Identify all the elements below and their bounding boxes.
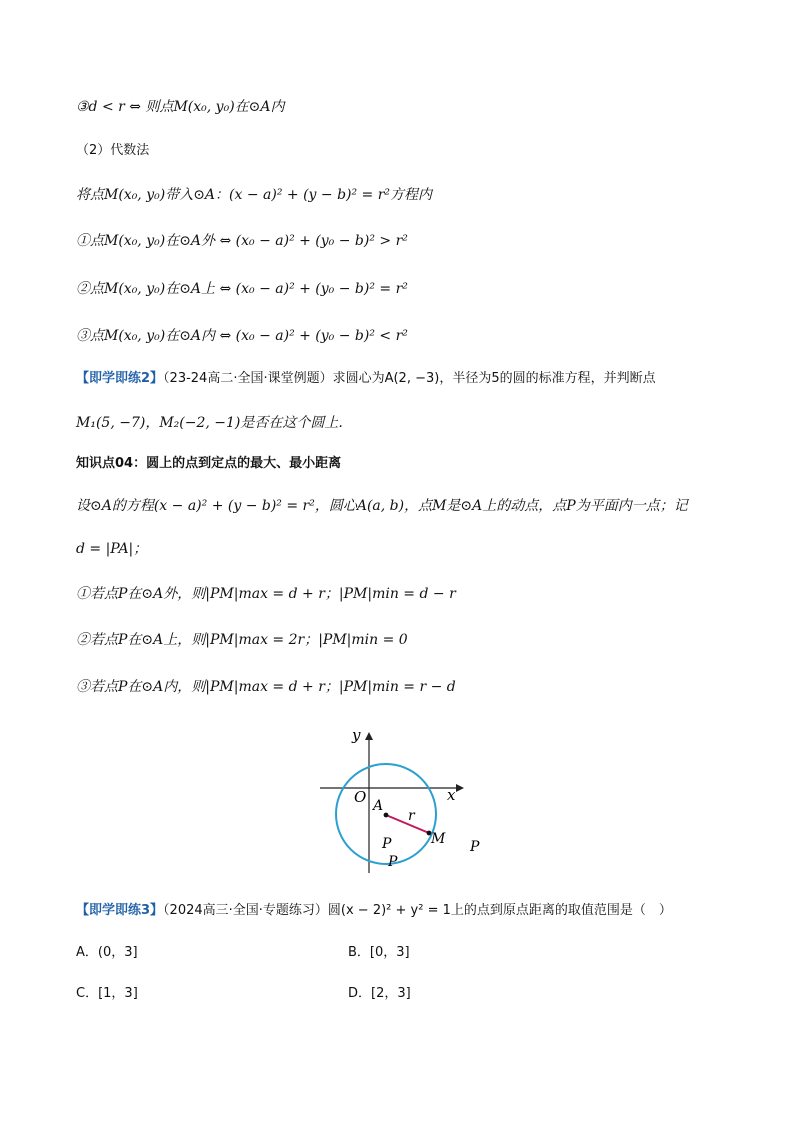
m-label: M bbox=[431, 831, 446, 847]
algebra-outside-line: ①点M(x₀, y₀)在⊙A外 ⇔ (x₀ − a)² + (y₀ − b)² > r² bbox=[76, 233, 408, 249]
x-axis-label: x bbox=[447, 786, 456, 804]
p-outside-label: P bbox=[470, 839, 480, 855]
exercise-3-line bbox=[76, 901, 734, 921]
exercise-2-tag: 【即学即练2】 bbox=[76, 371, 164, 386]
circle-diagram bbox=[316, 728, 496, 878]
section-paragraph-2: d = |PA|； bbox=[76, 541, 148, 557]
x-axis-arrow bbox=[456, 784, 464, 792]
option-a[interactable]: A．(0，3] bbox=[76, 945, 138, 960]
section-paragraph-1: 设⊙A的方程(x − a)² + (y − b)² = r²，圆心A(a, b)，点M是⊙A上的动点，点P为平面内一点；记 bbox=[76, 498, 688, 514]
case-inside-line: ③若点P在⊙A内，则|PM|max = d + r；|PM|min = r − d bbox=[76, 679, 456, 695]
exercise-2-text: （23-24高二·全国·课堂例题）求圆心为A(2, −3)，半径为5的圆的标准方程，并判断点 bbox=[163, 371, 656, 386]
center-point bbox=[384, 813, 389, 818]
option-d[interactable]: D．[2，3] bbox=[348, 986, 411, 1001]
radius-label: r bbox=[408, 808, 415, 824]
center-label: A bbox=[373, 798, 384, 814]
exercise-2-line-1 bbox=[76, 369, 734, 389]
section-title: 知识点04：圆上的点到定点的最大、最小距离 bbox=[76, 456, 342, 471]
y-axis-arrow bbox=[365, 732, 373, 740]
p-on-label: P bbox=[388, 854, 398, 870]
p-inside-label: P bbox=[382, 836, 392, 852]
substitute-line: 将点M(x₀, y₀)带入⊙A：(x − a)² + (y − b)² = r²方程内 bbox=[76, 187, 433, 203]
origin-label: O bbox=[354, 788, 367, 806]
condition-inside-line: ③d < r ⇔ 则点M(x₀, y₀)在⊙A内 bbox=[76, 99, 285, 115]
option-c[interactable]: C．[1，3] bbox=[76, 986, 138, 1001]
case-on-line: ②若点P在⊙A上，则|PM|max = 2r；|PM|min = 0 bbox=[76, 632, 408, 648]
algebra-inside-line: ③点M(x₀, y₀)在⊙A内 ⇔ (x₀ − a)² + (y₀ − b)² < r² bbox=[76, 328, 408, 344]
exercise-2-line-2: M₁(5, −7)，M₂(−2, −1)是否在这个圆上. bbox=[76, 415, 343, 431]
option-b[interactable]: B．[0，3] bbox=[348, 945, 410, 960]
case-outside-line: ①若点P在⊙A外，则|PM|max = d + r；|PM|min = d − r bbox=[76, 586, 456, 602]
exercise-3-text: （2024高三·全国·专题练习）圆(x − 2)² + y² = 1上的点到原点距离的取值范围是（ ） bbox=[163, 903, 672, 918]
y-axis-label: y bbox=[352, 728, 361, 744]
algebra-on-line: ②点M(x₀, y₀)在⊙A上 ⇔ (x₀ − a)² + (y₀ − b)² = r² bbox=[76, 281, 408, 297]
exercise-3-tag: 【即学即练3】 bbox=[76, 903, 164, 918]
algebra-method-heading: （2）代数法 bbox=[76, 143, 150, 158]
